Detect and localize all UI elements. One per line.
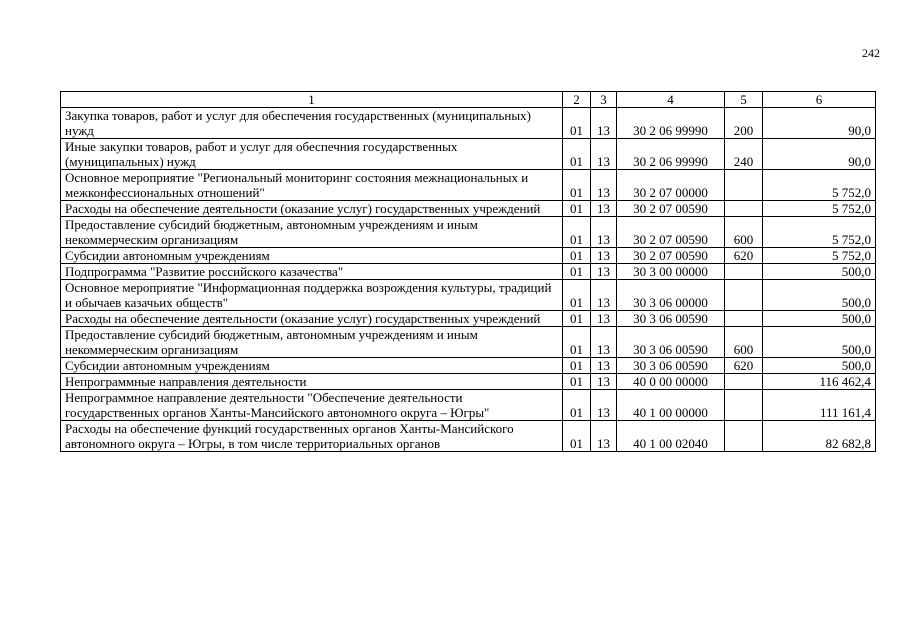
row-expense-type: 600 <box>725 217 763 248</box>
row-name: Субсидии автономным учреждениям <box>61 248 563 264</box>
table-row <box>61 108 876 139</box>
row-subsection: 13 <box>591 327 617 358</box>
row-amount: 90,0 <box>763 108 876 139</box>
row-expense-type <box>725 280 763 311</box>
table-row <box>61 170 876 201</box>
row-name: Основное мероприятие "Информационная поддержка возрождения культуры, традиций и обычаев казачьих обществ" <box>61 280 563 311</box>
row-target-code: 30 3 00 00000 <box>617 264 725 280</box>
row-section: 01 <box>563 374 591 390</box>
row-name: Расходы на обеспечение деятельности (оказание услуг) государственных учреждений <box>61 201 563 217</box>
row-target-code: 30 2 07 00590 <box>617 201 725 217</box>
row-target-code: 30 3 06 00590 <box>617 358 725 374</box>
row-subsection: 13 <box>591 217 617 248</box>
row-target-code: 30 3 06 00590 <box>617 311 725 327</box>
row-amount: 111 161,4 <box>763 390 876 421</box>
row-name: Предоставление субсидий бюджетным, автономным учреждениям и иным некоммерческим организациям <box>61 327 563 358</box>
row-subsection: 13 <box>591 248 617 264</box>
column-header: 3 <box>591 92 617 108</box>
row-target-code: 30 2 07 00590 <box>617 217 725 248</box>
row-section: 01 <box>563 201 591 217</box>
row-subsection: 13 <box>591 358 617 374</box>
header-row <box>61 92 876 108</box>
row-name: Закупка товаров, работ и услуг для обеспечения государственных (муниципальных) нужд <box>61 108 563 139</box>
table-row <box>61 280 876 311</box>
row-expense-type <box>725 421 763 452</box>
row-name: Субсидии автономным учреждениям <box>61 358 563 374</box>
row-amount: 5 752,0 <box>763 201 876 217</box>
row-section: 01 <box>563 421 591 452</box>
row-section: 01 <box>563 108 591 139</box>
table-row <box>61 421 876 452</box>
row-name: Иные закупки товаров, работ и услуг для обеспечния государственных (муниципальных) нужд <box>61 139 563 170</box>
row-expense-type <box>725 201 763 217</box>
row-target-code: 30 3 06 00000 <box>617 280 725 311</box>
row-expense-type: 600 <box>725 327 763 358</box>
row-target-code: 40 0 00 00000 <box>617 374 725 390</box>
row-subsection: 13 <box>591 280 617 311</box>
row-section: 01 <box>563 248 591 264</box>
row-amount: 82 682,8 <box>763 421 876 452</box>
row-expense-type <box>725 170 763 201</box>
row-subsection: 13 <box>591 139 617 170</box>
row-subsection: 13 <box>591 421 617 452</box>
row-expense-type: 620 <box>725 358 763 374</box>
row-expense-type <box>725 264 763 280</box>
row-target-code: 30 2 07 00000 <box>617 170 725 201</box>
row-name: Расходы на обеспечение деятельности (оказание услуг) государственных учреждений <box>61 311 563 327</box>
table-row <box>61 358 876 374</box>
column-header: 5 <box>725 92 763 108</box>
row-subsection: 13 <box>591 201 617 217</box>
column-header: 4 <box>617 92 725 108</box>
row-section: 01 <box>563 170 591 201</box>
row-section: 01 <box>563 327 591 358</box>
row-name: Непрограммное направление деятельности "Обеспечение деятельности государственных органов Ханты-Мансийского автономного округа – Югры" <box>61 390 563 421</box>
page-number: 242 <box>862 46 880 60</box>
table-row <box>61 139 876 170</box>
row-amount: 5 752,0 <box>763 217 876 248</box>
row-amount: 500,0 <box>763 358 876 374</box>
row-name: Подпрограмма "Развитие российского казачества" <box>61 264 563 280</box>
row-section: 01 <box>563 358 591 374</box>
row-amount: 500,0 <box>763 311 876 327</box>
table-row <box>61 264 876 280</box>
row-amount: 5 752,0 <box>763 170 876 201</box>
row-amount: 5 752,0 <box>763 248 876 264</box>
row-subsection: 13 <box>591 108 617 139</box>
row-expense-type: 200 <box>725 108 763 139</box>
row-section: 01 <box>563 311 591 327</box>
row-section: 01 <box>563 264 591 280</box>
row-target-code: 30 3 06 00590 <box>617 327 725 358</box>
budget-table <box>60 91 876 452</box>
table-row <box>61 327 876 358</box>
table-row <box>61 201 876 217</box>
row-name: Основное мероприятие "Региональный мониторинг состояния межнациональных и межконфессиональных отношений" <box>61 170 563 201</box>
row-expense-type: 620 <box>725 248 763 264</box>
row-amount: 90,0 <box>763 139 876 170</box>
row-subsection: 13 <box>591 390 617 421</box>
table-row <box>61 390 876 421</box>
row-amount: 116 462,4 <box>763 374 876 390</box>
row-name: Расходы на обеспечение функций государственных органов Ханты-Мансийского автономного округа – Югры, в том числе территориальных органов <box>61 421 563 452</box>
table-row <box>61 374 876 390</box>
table-row <box>61 311 876 327</box>
row-name: Непрограммные направления деятельности <box>61 374 563 390</box>
row-subsection: 13 <box>591 374 617 390</box>
row-target-code: 40 1 00 02040 <box>617 421 725 452</box>
column-header: 6 <box>763 92 876 108</box>
row-amount: 500,0 <box>763 264 876 280</box>
row-section: 01 <box>563 280 591 311</box>
row-amount: 500,0 <box>763 327 876 358</box>
row-section: 01 <box>563 217 591 248</box>
row-expense-type <box>725 374 763 390</box>
row-expense-type <box>725 390 763 421</box>
row-expense-type: 240 <box>725 139 763 170</box>
table-row <box>61 217 876 248</box>
row-target-code: 30 2 06 99990 <box>617 108 725 139</box>
table-row <box>61 248 876 264</box>
row-name: Предоставление субсидий бюджетным, автономным учреждениям и иным некоммерческим организациям <box>61 217 563 248</box>
row-expense-type <box>725 311 763 327</box>
row-target-code: 30 2 06 99990 <box>617 139 725 170</box>
row-subsection: 13 <box>591 311 617 327</box>
row-target-code: 30 2 07 00590 <box>617 248 725 264</box>
row-target-code: 40 1 00 00000 <box>617 390 725 421</box>
row-amount: 500,0 <box>763 280 876 311</box>
row-section: 01 <box>563 390 591 421</box>
row-section: 01 <box>563 139 591 170</box>
row-subsection: 13 <box>591 170 617 201</box>
column-header: 1 <box>61 92 563 108</box>
row-subsection: 13 <box>591 264 617 280</box>
column-header: 2 <box>563 92 591 108</box>
